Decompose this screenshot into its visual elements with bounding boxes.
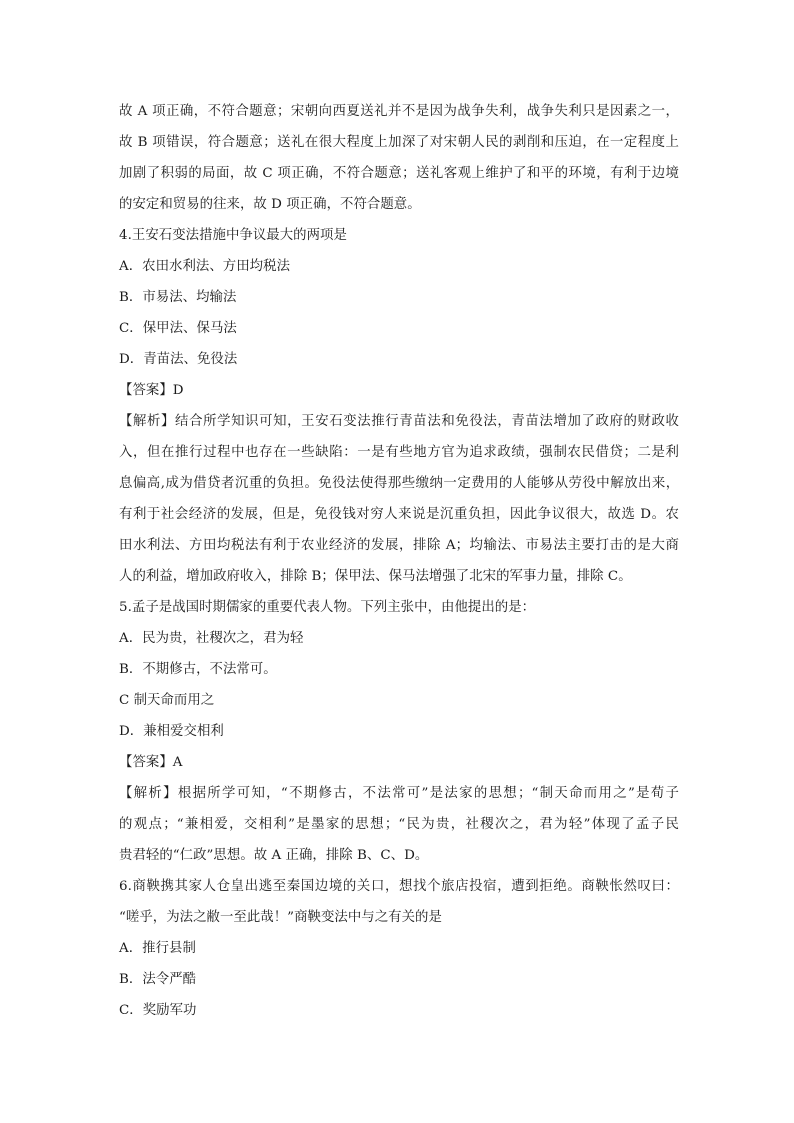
text-line: 加剧了积弱的局面，故 C 项正确，不符合题意；送礼客观上维护了和平的环境，有利于边境 (119, 166, 679, 181)
question-4-stem: 4.王安石变法措施中争议最大的两项是 (119, 228, 347, 243)
option-c: C．保甲法、保马法 (119, 321, 237, 336)
question-5-stem: 5.孟子是战国时期儒家的重要代表人物。下列主张中，由他提出的是： (119, 600, 536, 615)
text-line: 故 A 项正确，不符合题意；宋朝向西夏送礼并不是因为战争失利，战争失利只是因素之一， (119, 104, 679, 119)
option-b: B．市易法、均输法 (119, 290, 237, 305)
analysis-line: 有利于社会经济的发展，但是，免役钱对穷人来说是沉重负担，因此争议很大，故选 D。农 (119, 507, 679, 522)
analysis-line: 的观点；“兼相爱，交相利”是墨家的思想；“民为贵，社稷次之，君为轻”体现了孟子民 (119, 817, 679, 832)
option-a: A．农田水利法、方田均税法 (119, 259, 291, 274)
answer-label: 【答案】D (119, 383, 184, 398)
option-c: C 制天命而用之 (119, 693, 215, 708)
analysis-line: 【解析】结合所学知识可知，王安石变法推行青苗法和免役法，青苗法增加了政府的财政收 (119, 414, 679, 429)
option-c: C．奖励军功 (119, 1003, 197, 1018)
option-d: D．青苗法、免役法 (119, 352, 238, 367)
option-a: A．民为贵，社稷次之，君为轻 (119, 631, 304, 646)
analysis-line: 田水利法、方田均税法有利于农业经济的发展，排除 A；均输法、市易法主要打击的是大商 (119, 538, 679, 553)
option-d: D．兼相爱交相利 (119, 724, 224, 739)
answer-label: 【答案】A (119, 755, 183, 770)
analysis-line: 【解析】根据所学可知，“不期修古，不法常可”是法家的思想；“制天命而用之”是荀子 (119, 786, 679, 801)
question-6-stem: “嗟乎，为法之敝一至此哉！”商鞅变法中与之有关的是 (119, 910, 442, 925)
analysis-line: 人的利益，增加政府收入，排除 B；保甲法、保马法增强了北宋的军事力量，排除 C。 (119, 569, 632, 584)
text-line: 故 B 项错误，符合题意；送礼在很大程度上加深了对宋朝人民的剥削和压迫，在一定程度上 (119, 135, 679, 150)
text-line: 的安定和贸易的往来，故 D 项正确，不符合题意。 (119, 197, 421, 212)
question-6-stem: 6.商鞅携其家人仓皇出逃至秦国边境的关口，想找个旅店投宿，遭到拒绝。商鞅怅然叹曰： (119, 879, 679, 894)
analysis-line: 入，但在推行过程中也存在一些缺陷：一是有些地方官为追求政绩，强制农民借贷；二是利 (119, 445, 679, 460)
option-b: B．法令严酷 (119, 972, 197, 987)
analysis-line: 息偏高,成为借贷者沉重的负担。免役法使得那些缴纳一定费用的人能够从劳役中解放出来， (119, 476, 679, 491)
option-a: A．推行县制 (119, 941, 196, 956)
analysis-line: 贵君轻的“仁政”思想。故 A 正确，排除 B、C、D。 (119, 848, 429, 863)
option-b: B．不期修古，不法常可。 (119, 662, 277, 677)
